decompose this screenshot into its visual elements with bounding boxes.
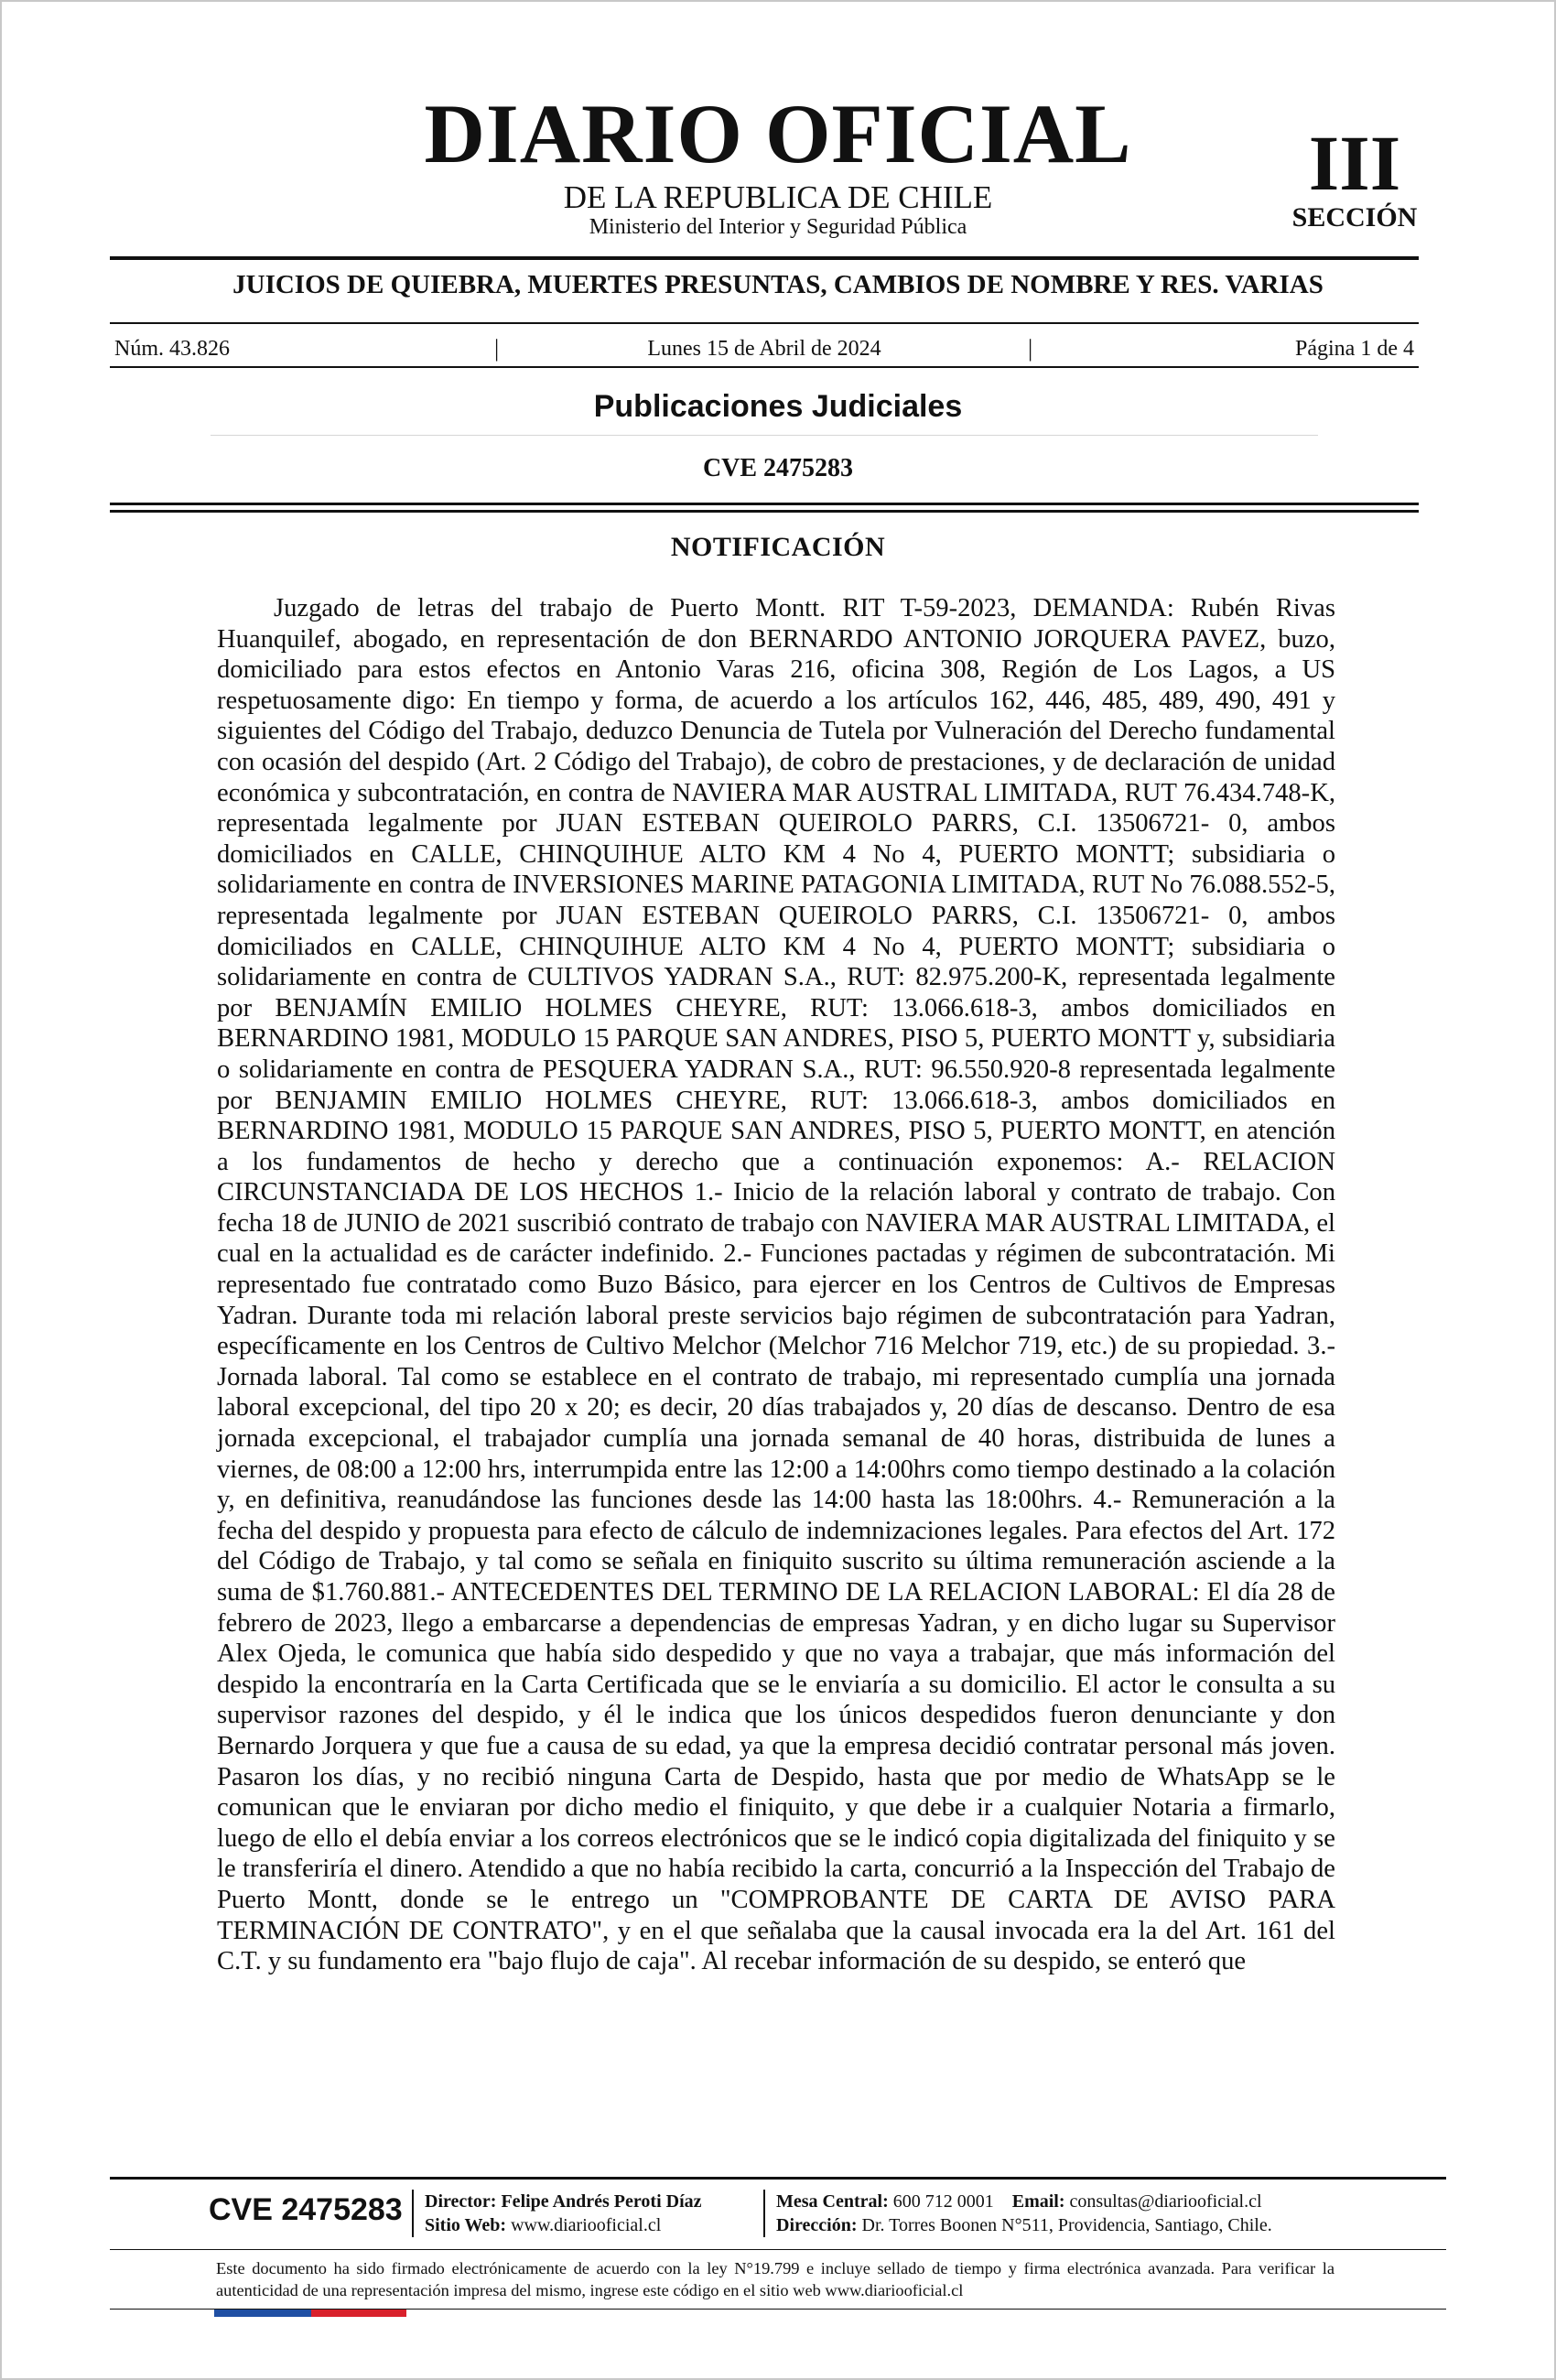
- publication-divider: [211, 435, 1318, 436]
- address-text: Dr. Torres Boonen N°511, Providencia, Santiago, Chile.: [861, 2215, 1272, 2235]
- info-separator: |: [494, 335, 500, 362]
- footer-director-block: [425, 2190, 702, 2237]
- masthead-subtitle: DE LA REPUBLICA DE CHILE: [563, 179, 993, 215]
- header-rule-thick: [110, 256, 1419, 260]
- section-mark: [1277, 119, 1432, 233]
- masthead-title: DIARIO OFICIAL: [424, 87, 1132, 180]
- header-rule-bottom: [110, 366, 1419, 368]
- cve-code: CVE 2475283: [702, 454, 854, 482]
- notice-body: Juzgado de letras del trabajo de Puerto Montt. RIT T-59-2023, DEMANDA: Rubén Rivas Huanquilef, abogado, en representación de don BERNARDO ANTONIO JORQUERA PAVEZ, buzo, domiciliado para estos efectos en Antonio Varas 216, oficina 308, Región de Los Lagos, a US respetuosamente digo: En tiempo y forma, de acuerdo a los artículos 162, 446, 485, 489, 490, 491 y siguientes del Código del Trabajo, deduzco Denuncia de Tutela por Vulneración del Derecho fundamental con ocasión del despido (Art. 2 Código del Trabajo), de cobro de prestaciones, y de declaración de unidad económica y subcontratación, en contra de NAVIERA MAR AUSTRAL LIMITADA, RUT 76.434.748-K, representada legalmente por JUAN ESTEBAN QUEIROLO PARRS, C.I. 13506721- 0, ambos domiciliados en CALLE, CHINQUIHUE ALTO KM 4 No 4, PUERTO MONTT; subsidiaria o solidariamente en contra de INVERSIONES MARINE PATAGONIA LIMITADA, RUT No 76.088.552-5, representada legalmente por JUAN ESTEBAN QUEIROLO PARRS, C.I. 13506721- 0, ambos domiciliados en CALLE, CHINQUIHUE ALTO KM 4 No 4, PUERTO MONTT; subsidiaria o solidariamente en contra de CULTIVOS YADRAN S.A., RUT: 82.975.200-K, representada legalmente por BENJAMÍN EMILIO HOLMES CHEYRE, RUT: 13.066.618-3, ambos domiciliados en BERNARDINO 1981, MODULO 15 PARQUE SAN ANDRES, PISO 5, PUERTO MONTT y, subsidiaria o solidariamente en contra de PESQUERA YADRAN S.A., RUT: 96.550.920-8 representada legalmente por BENJAMIN EMILIO HOLMES CHEYRE, RUT: 13.066.618-3, ambos domiciliados en BERNARDINO 1981, MODULO 15 PARQUE SAN ANDRES, PISO 5, PUERTO MONTT, en atención a los fundamentos de hecho y derecho que a continuación exponemos: A.- RELACION CIRCUNSTANCIADA DE LOS HECHOS 1.- Inicio de la relación laboral y contrato de trabajo. Con fecha 18 de JUNIO de 2021 suscribió contrato de trabajo con NAVIERA MAR AUSTRAL LIMITADA, el cual en la actualidad es de carácter indefinido. 2.- Funciones pactadas y régimen de subcontratación. Mi representado fue contratado como Buzo Básico, para ejercer en los Centros de Cultivos de Empresas Yadran. Durante toda mi relación laboral preste servicios bajo régimen de subcontratación para Yadran, específicamente en los Centros de Cultivo Melchor (Melchor 716 Melchor 719, etc.) de su propiedad. 3.- Jornada laboral. Tal como se establece en el contrato de trabajo, mi representado cumplía una jornada laboral excepcional, del tipo 20 x 20; es decir, 20 días trabajados y, 20 días de descanso. Dentro de esa jornada excepcional, el trabajador cumplía una jornada semanal de 40 horas, distribuida de lunes a viernes, de 08:00 a 12:00 hrs, interrumpida entre las 12:00 a 14:00hrs como tiempo destinado a la colación y, en definitiva, reanudándose las funciones desde las 14:00 hasta las 18:00hrs. 4.- Remuneración a la fecha del despido y propuesta para efecto de cálculo de indemnizaciones legales. Para efectos del Art. 172 del Código de Trabajo, y tal como se señala en finiquito suscrito su última remuneración asciende a la suma de $1.760.881.- ANTECEDENTES DEL TERMINO DE LA RELACION LABORAL: El día 28 de febrero de 2023, llego a embarcarse a dependencias de empresas Yadran, y en dicho lugar su Supervisor Alex Ojeda, le comunica que había sido despedido y que no vaya a trabajar, que más información del despido la encontraría en la Carta Certificada que se le enviaría a su domicilio. El actor le consulta a su supervisor razones del despido, y él le indica que los únicos despedidos fueron denunciante y don Bernardo Jorquera y que fue a causa de su edad, ya que la empresa decidió contratar personal más joven. Pasaron los días, y no recibió ninguna Carta de Despido, hasta que por medio de WhatsApp se le comunican que le enviaran por dicho medio el finiquito, y que debe ir a cualquier Notaria a firmarlo, luego de ello el debía enviar a los correos electrónicos que se le indicó copia digitalizada del finiquito y se le transferiría el dinero. Atendido a que no había recibido la carta, concurrió a la Inspección del Trabajo de Puerto Montt, donde se le entrego un "COMPROBANTE DE CARTA DE AVISO PARA TERMINACIÓN DE CONTRATO", y en el que señalaba que la causal invocada era la del Art. 161 del C.T. y su fundamento era "bajo flujo de caja". Al recebar información de su despido, se enteró que: [217, 594, 1335, 1976]
- mesa-phone: 600 712 0001: [892, 2191, 994, 2212]
- footer-divider: [412, 2190, 414, 2237]
- email-label: Email:: [1011, 2191, 1065, 2212]
- director-label: Director:: [425, 2191, 497, 2212]
- address-label: Dirección:: [776, 2215, 858, 2235]
- category-heading: JUICIOS DE QUIEBRA, MUERTES PRESUNTAS, CAMBIOS DE NOMBRE Y RES. VARIAS: [232, 270, 1324, 299]
- issue-info-bar: [110, 333, 1419, 364]
- page-indicator: Página 1 de 4: [1295, 337, 1414, 361]
- masthead-ministry: Ministerio del Interior y Seguridad Pública: [589, 215, 967, 239]
- issue-date: Lunes 15 de Abril de 2024: [647, 337, 881, 361]
- footer-rule-middle: [110, 2249, 1446, 2250]
- site-link[interactable]: www.diariooficial.cl: [511, 2215, 662, 2235]
- director-name: Felipe Andrés Peroti Díaz: [501, 2191, 702, 2212]
- email-link[interactable]: consultas@diariooficial.cl: [1069, 2191, 1262, 2212]
- site-label: Sitio Web:: [425, 2215, 507, 2235]
- flag-stripe-blue: [214, 2310, 311, 2317]
- mesa-label: Mesa Central:: [776, 2191, 889, 2212]
- footer-contact-block: [776, 2190, 1272, 2237]
- notice-title: NOTIFICACIÓN: [670, 532, 886, 562]
- flag-stripe-red: [311, 2310, 406, 2317]
- content-rule-1: [110, 503, 1419, 505]
- publication-heading: Publicaciones Judiciales: [593, 389, 963, 424]
- footer-rule: [110, 2177, 1446, 2180]
- section-label: SECCIÓN: [1291, 202, 1418, 233]
- footer-divider: [763, 2190, 765, 2237]
- header-rule-top: [110, 322, 1419, 324]
- content-rule-2: [110, 510, 1419, 513]
- issue-number: Núm. 43.826: [114, 337, 230, 361]
- footer-cve: CVE 2475283: [209, 2192, 403, 2227]
- info-separator: |: [1028, 335, 1033, 362]
- footer-legal-notice: Este documento ha sido firmado electrónicamente de acuerdo con la ley N°19.799 e incluye sellado de tiempo y firma electrónica avanzada. Para verificar la autenticidad de una representación impresa del mismo, ingrese este código en el sitio web www.diariooficial.cl: [216, 2259, 1334, 2299]
- section-number: III: [1308, 119, 1401, 207]
